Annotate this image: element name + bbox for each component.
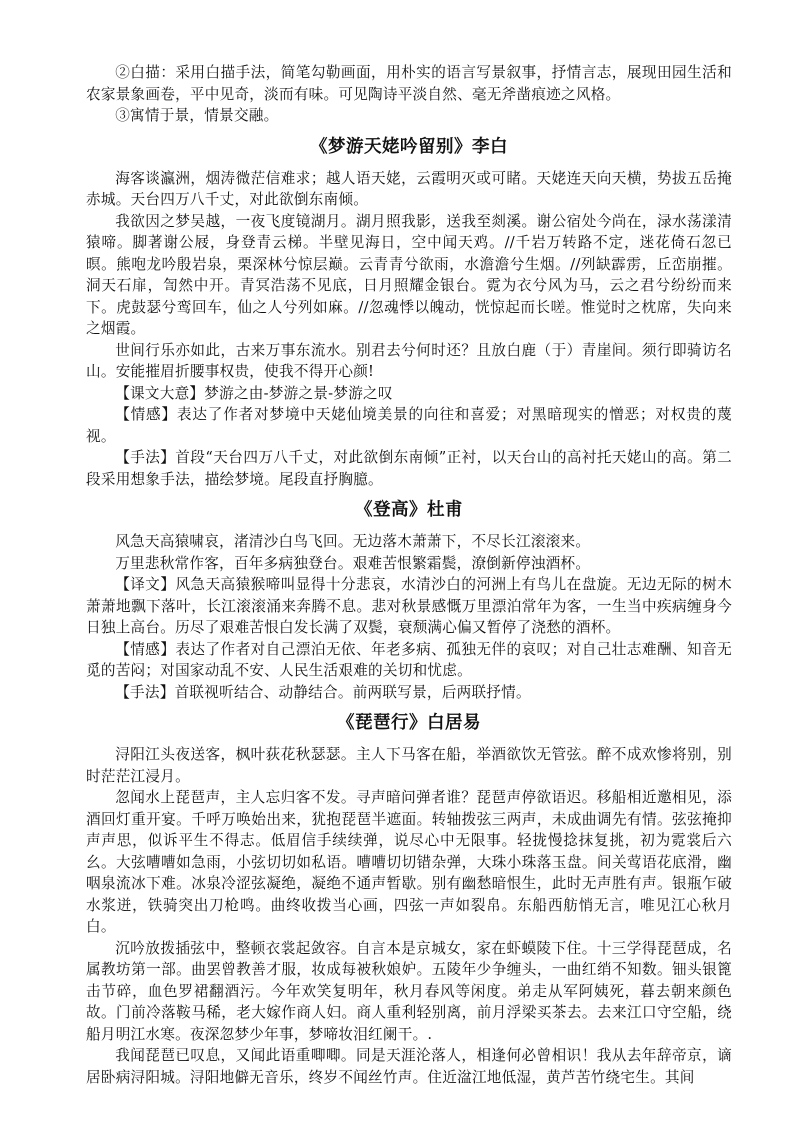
poem-paragraph: 沉吟放拨插弦中，整顿衣裳起敛容。自言本是京城女，家在虾蟆陵下住。十三学得琵琶成，名属教坊第一部。曲罢曾教善才服，妆成每被秋娘妒。五陵年少争缠头，一曲红绡不知数。钿头银篦击节碎，血色罗裙翻酒污。今年欢笑复明年，秋月春风等闲度。弟走从军阿姨死，暮去朝来颜色故。门前冷落鞍马稀，老大嫁作商人妇。商人重利轻别离，前月浮梁买茶去。去来江口守空船，绕船月明江水寒。夜深忽梦少年事，梦啼妆泪红阑干。. (86, 939, 732, 1043)
poem-paragraph: 忽闻水上琵琶声，主人忘归客不发。寻声暗问弹者谁？琵琶声停欲语迟。移船相近邀相见，添酒回灯重开宴。千呼万唤始出来，犹抱琵琶半遮面。转轴拨弦三两声，未成曲调先有情。弦弦掩抑声声思，似诉平生不得志。低眉信手续续弹，说尽心中无限事。轻拢慢捻抹复挑，初为霓裳后六幺。大弦嘈嘈如急雨，小弦切切如私语。嘈嘈切切错杂弹，大珠小珠落玉盘。间关莺语花底滑，幽咽泉流冰下难。冰泉冷涩弦凝绝，凝绝不通声暂歇。别有幽愁暗恨生，此时无声胜有声。银瓶乍破水浆迸，铁骑突出刀枪鸣。曲终收拨当心画，四弦一声如裂帛。东船西舫悄无言，唯见江心秋月白。 (86, 789, 732, 935)
section-title-denggao: 《登高》杜甫 (355, 500, 463, 520)
note-paragraph-shoufa: 【手法】首联视听结合、动静结合。前两联写景，后两联抒情。 (115, 683, 531, 701)
poem-paragraph: 风急天高猿啸哀，渚清沙白鸟飞回。无边落木萧萧下，不尽长江滚滚来。 (115, 533, 591, 550)
note-paragraph-yiwen: 【译文】风急天高猿猴啼叫显得十分悲哀，水清沙白的河洲上有鸟儿在盘旋。无边无际的树木萧萧地飘下落叶，长江滚滚涌来奔腾不息。悲对秋景感慨万里漂泊常年为客，一生当中疾病缠身今日独上高台。历尽了艰难苦恨白发长满了双鬓，衰颓满心偏又暂停了浇愁的酒杯。 (86, 576, 732, 636)
note-paragraph-dayi: 【课文大意】梦游之由-梦游之景-梦游之叹 (115, 384, 393, 402)
note-paragraph-qinggan: 【情感】表达了作者对梦境中天姥仙境美景的向往和喜爱；对黑暗现实的憎恶；对权贵的蔑视。 (86, 406, 732, 445)
poem-paragraph: 我欲因之梦吴越，一夜飞度镜湖月。湖月照我影，送我至剡溪。谢公宿处今尚在，渌水荡漾清猿啼。脚著谢公屐，身登青云梯。半壁见海日，空中闻天鸡。//千岩万转路不定，迷花倚石忽已暝。熊咆龙吟殷岩泉，栗深林兮惊层巅。云青青兮欲雨，水澹澹兮生烟。//列缺霹雳，丘峦崩摧。洞天石扉，訇然中开。青冥浩荡不见底，日月照耀金银台。霓为衣兮风为马，云之君兮纷纷而来下。虎鼓瑟兮鸾回车，仙之人兮列如麻。//忽魂悸以魄动，恍惊起而长嗟。惟觉时之枕席，失向来之烟霞。 (86, 212, 732, 337)
intro-paragraph-qingjing: ③寓情于景，情景交融。 (115, 107, 279, 124)
poem-paragraph: 浔阳江头夜送客，枫叶荻花秋瑟瑟。主人下马客在船，举酒欲饮无管弦。醉不成欢惨将别，别时茫茫江浸月。 (86, 746, 732, 785)
note-paragraph-qinggan: 【情感】表达了作者对自己漂泊无依、年老多病、孤独无伴的哀叹；对自己壮志难酬、知音无觅的苦闷；对国家动乱不安、人民生活艰难的关切和忧虑。 (86, 640, 732, 679)
note-paragraph-shoufa: 【手法】首段“天台四万八千丈，对此欲倒东南倾”正衬，以天台山的高衬托天姥山的高。第二段采用想象手法，描绘梦境。尾段直抒胸臆。 (86, 449, 732, 488)
poem-paragraph: 万里悲秋常作客，百年多病独登台。艰难苦恨繁霜鬓，潦倒新停浊酒杯。 (115, 554, 591, 572)
poem-paragraph: 世间行乐亦如此，古来万事东流水。别君去兮何时还？且放白鹿（于）青崖间。须行即骑访名山。安能摧眉折腰事权贵，使我不得开心颜! (86, 341, 732, 380)
intro-paragraph-baimiao: ②白描：采用白描手法，简笔勾勒画面，用朴实的语言写景叙事，抒情言志，展现田园生活和农家景象画卷，平中见奇，淡而有味。可见陶诗平淡自然、毫无斧凿痕迹之风格。 (86, 64, 732, 103)
section-title-menyou: 《梦游天姥吟留别》李白 (310, 136, 508, 157)
poem-paragraph: 海客谈瀛洲，烟涛微茫信难求；越人语天姥，云霞明灭或可睹。天姥连天向天横，势拔五岳掩赤城。天台四万八千丈，对此欲倒东南倾。 (86, 169, 732, 208)
poem-paragraph: 我闻琵琶已叹息，又闻此语重唧唧。同是天涯沦落人，相逢何必曾相识！我从去年辞帝京，谪居卧病浔阳城。浔阳地僻无音乐，终岁不闻丝竹声。住近湓江地低湿，黄芦苦竹绕宅生。其间 (86, 1047, 732, 1086)
section-title-pipaxing: 《琵琶行》白居易 (337, 713, 481, 733)
